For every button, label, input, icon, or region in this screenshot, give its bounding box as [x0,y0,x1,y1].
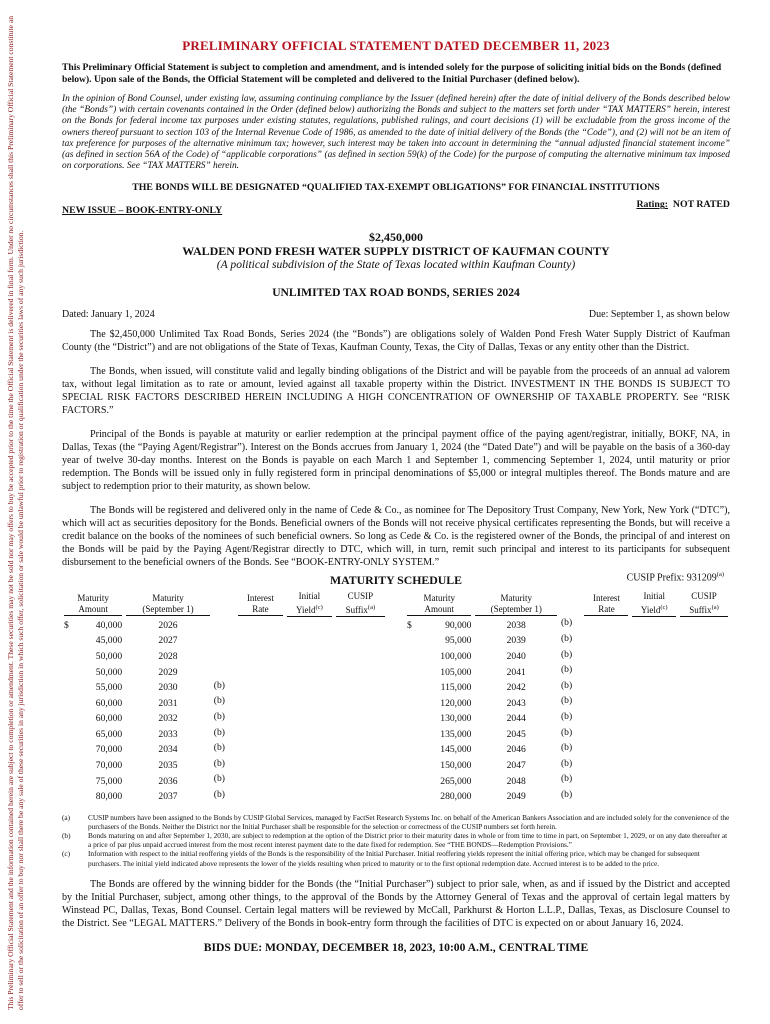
blank-cell [678,680,730,696]
blank-cell [236,711,285,727]
maturity-amount: 55,000 [95,682,123,694]
blank-cell [285,773,334,789]
maturity-row [62,695,387,711]
dollar-sign [62,680,76,696]
maturity-row [62,711,387,727]
blank-cell [582,633,630,649]
blank-cell [582,789,630,805]
blank-cell [678,789,730,805]
redemption-note [212,649,236,665]
blank-cell [630,758,678,774]
blank-cell [236,789,285,805]
redemption-note: (b) [560,742,573,754]
dollar-sign [62,664,76,680]
blank-cell [236,773,285,789]
blank-cell [285,633,334,649]
maturity-amount: 65,000 [95,728,123,740]
maturity-year: 2030 [158,682,178,694]
redemption-note: (b) [560,757,573,769]
redemption-note: (b) [560,726,573,738]
maturity-year: 2040 [506,650,526,662]
maturity-year: 2033 [158,728,178,740]
maturity-amount: 135,000 [440,728,472,740]
schedule-title: MATURITY SCHEDULE [329,573,463,588]
bond-title: UNLIMITED TAX ROAD BONDS, SERIES 2024 [272,286,520,300]
dollar-sign [405,789,419,805]
maturity-year: 2042 [506,682,526,694]
blank-cell [582,758,630,774]
dollar-sign [62,727,76,743]
dollar-sign [62,773,76,789]
dollar-sign [405,649,419,665]
maturity-row [405,742,730,758]
dollar-sign: $ [64,619,69,631]
maturity-row [405,727,730,743]
designation-line: THE BONDS WILL BE DESIGNATED “QUALIFIED TAX-EXEMPT OBLIGATIONS” FOR FINANCIAL INSTITUTIONS [132,182,660,194]
maturity-year: 2031 [158,697,178,709]
issue-amount: $2,450,000 [369,230,423,245]
maturity-amount: 100,000 [440,650,472,662]
blank-cell [334,633,387,649]
maturity-year: 2047 [506,760,526,772]
footnote: (c) Information with respect to the initial reoffering yields of the Bonds is the responsibility of the Initial Purchaser. Initial reoffering yields represent the initial offering price, which may be changed for subsequent purchasers. The initial yield indicated above represents the lower of the yields resulting when priced to maturity or to the first optional redemption date. Accrued interest is to be added to the price. [62,849,700,868]
blank-cell [334,789,387,805]
blank-cell [582,727,630,743]
maturity-year: 2044 [506,713,526,725]
dollar-sign [405,727,419,743]
maturity-row [62,633,387,649]
maturity-year: 2038 [506,619,526,631]
paragraph-payment: Principal of the Bonds is payable at maturity or earlier redemption at the principal payment office of the paying agent/registrar, initially, BOKF, NA, in Dallas, Texas (the “Paying Agent/Registrar”). Interest on the Bonds accrues from January 1, 2024 (the “Dated Date”) and will be payable on the basis of a 360-day year of twelve 30-day months. Interest on the Bonds is payable on each March 1 and September 1, commencing September 1, 2024, until maturity or prior redemption. The Bonds will be issued only in fully registered form in principal denominations of $5,000 or integral multiples thereof. The Bonds mature and are subject to redemption prior to their maturity, as shown below. [62,429,730,493]
maturity-amount: 40,000 [95,619,123,631]
maturity-year: 2027 [158,635,178,647]
maturity-row [405,695,730,711]
dollar-sign [405,633,419,649]
redemption-note: (b) [560,664,573,676]
maturity-amount: 145,000 [440,744,472,756]
dollar-sign [405,773,419,789]
blank-cell [678,649,730,665]
schedule-header [62,571,730,591]
legend-sidebar [6,10,52,1010]
redemption-note: (b) [560,679,573,691]
maturity-row [62,649,387,665]
issuer-subtitle: (A political subdivision of the State of Texas located within Kaufman County) [216,258,576,272]
blank-cell [236,727,285,743]
footnote: (a) CUSIP numbers have been assigned to the Bonds by CUSIP Global Services, managed by FactSet Research Systems Inc. on behalf of the American Bankers Association and are included solely for the convenience of the purchasers of the Bonds. Neither the District nor the Initial Purchaser shall be responsible for the selection or correctness of the CUSIP numbers set forth herein. [62,812,730,831]
issuer-name: WALDEN POND FRESH WATER SUPPLY DISTRICT OF KAUFMAN COUNTY [182,244,610,259]
maturity-amount: 95,000 [445,635,472,647]
maturity-amount: 60,000 [95,713,123,725]
blank-cell [334,742,387,758]
dollar-sign: $ [407,619,412,631]
maturity-year: 2049 [506,791,526,803]
maturity-year: 2029 [158,666,178,678]
maturity-tables [62,591,730,804]
redemption-note: (b) [560,773,573,785]
issue-rating-row [62,199,730,216]
blank-cell [678,617,730,633]
maturity-amount: 60,000 [95,697,123,709]
maturity-amount: 280,000 [440,791,472,803]
blank-cell [630,727,678,743]
redemption-note: (b) [213,773,225,785]
rating-label: Rating: [636,199,669,211]
blank-cell [630,695,678,711]
maturity-amount: 45,000 [95,635,123,647]
redemption-note: (b) [560,710,573,722]
blank-cell [334,617,387,633]
blank-cell [582,742,630,758]
blank-cell [334,695,387,711]
maturity-amount: 120,000 [440,697,472,709]
closing-paragraph: The Bonds are offered by the winning bidder for the Bonds (the “Initial Purchaser”) subject to prior sale, when, as and if issued by the District and accepted by the Initial Purchaser, subject, among other things, to the approval of the Bonds by the Attorney General of Texas and the approval of certain legal matters by Winstead PC, Dallas, Texas, Bond Counsel. Certain legal matters will be reviewed by McCall, Parkhurst & Horton L.L.P., Dallas, Texas, as Disclosure Counsel to the District. See “LEGAL MATTERS.” Delivery of the Bonds in book-entry form through the facilities of DTC is expected on or about January 16, 2024. [62,878,730,929]
blank-cell [236,617,285,633]
maturity-amount: 50,000 [95,650,123,662]
dollar-sign [62,758,76,774]
maturity-year: 2046 [506,744,526,756]
redemption-note: (b) [213,742,225,754]
new-issue-label: NEW ISSUE – BOOK-ENTRY-ONLY [62,205,223,217]
blank-cell [630,711,678,727]
maturity-row [62,664,387,680]
redemption-note: (b) [213,788,225,800]
blank-cell [630,633,678,649]
blank-cell [285,789,334,805]
blank-cell [285,695,334,711]
dated-date: Dated: January 1, 2024 [62,309,155,321]
blank-cell [582,711,630,727]
rating-value: NOT RATED [672,199,730,211]
blank-cell [285,742,334,758]
blank-cell [630,680,678,696]
maturity-year: 2035 [158,760,178,772]
bids-due: BIDS DUE: MONDAY, DECEMBER 18, 2023, 10:00 A.M., CENTRAL TIME [203,940,589,954]
redemption-note [212,664,236,680]
maturity-row [62,617,387,633]
tax-opinion: In the opinion of Bond Counsel, under existing law, assuming continuing compliance by the Issuer (defined herein) after the date of initial delivery of the Bonds described below (the “Bonds”) with certain covenants contained in the Order (defined below) authorizing the Bonds and subject to the matters set forth under “TAX MATTERS” herein, interest on the Bonds for federal income tax purposes under existing statutes, regulations, published rulings, and court decisions (1) will be excludable from the gross income of the owners thereof pursuant to section 103 of the Internal Revenue Code of 1986, as amended to the date of initial delivery of the Bonds (the “Code”), and (2) will not be an item of tax preference for purposes of the alternative minimum tax; however, such interest may be taken into account in determining the “annual adjusted financial statement income” (as defined in section 56A of the Code) of “applicable corporations” (as defined in section 59(k) of the Code) for the purpose of computing the alternative minimum tax imposed on corporations. See “TAX MATTERS” herein. [62,94,730,172]
blank-cell [285,758,334,774]
redemption-note: (b) [560,648,573,660]
blank-cell [285,649,334,665]
blank-cell [334,711,387,727]
redemption-note: (b) [560,695,573,707]
dollar-sign [62,695,76,711]
intro-paragraph: This Preliminary Official Statement is subject to completion and amendment, and is intended solely for the purpose of soliciting initial bids on the Bonds (defined below). Upon sale of the Bonds, the Official Statement will be completed and delivered to the Initial Purchaser (defined below). [62,62,722,85]
blank-cell [285,617,334,633]
blank-cell [285,727,334,743]
maturity-row [405,649,730,665]
blank-cell [678,695,730,711]
maturity-year: 2026 [158,619,178,631]
redemption-note [212,617,236,633]
paragraph-security: The Bonds, when issued, will constitute valid and legally binding obligations of the District and will be payable from the proceeds of an annual ad valorem tax, without legal limitation as to rate or amount, levied against all taxable property within the District. INVESTMENT IN THE BONDS IS SUBJECT TO SPECIAL RISK FACTORS DESCRIBED HEREIN INCLUDING A HIGH CONCENTRATION OF OWNERSHIP OF TAXABLE PROPERTY. See “RISK FACTORS.” [62,366,730,417]
dollar-sign [405,742,419,758]
legend-text: This Preliminary Official Statement and the information contained herein are subject to completion or amendment. These securities may not be sold nor may offers to buy be accepted prior to the time the Official Statement is delivered in final form. Under no circumstances shall this Preliminary Official Statement constitute an offer to sell or the solicitation of an offer to buy nor shall there be any sale of these securities in any jurisdiction in which such offer, solicitation or sale would be unlawful prior to registration or qualification under the securities laws of any such jurisdiction. [6,15,25,1010]
blank-cell [630,617,678,633]
maturity-row [62,680,387,696]
maturity-row [405,633,730,649]
maturity-year: 2034 [158,744,178,756]
maturity-amount: 80,000 [95,791,123,803]
redemption-note: (b) [213,695,225,707]
maturity-year: 2036 [158,775,178,787]
maturity-amount: 265,000 [440,775,472,787]
document-page [62,10,730,954]
footnote: (b) Bonds maturing on and after September 1, 2030, are subject to redemption at the option of the District prior to their maturity dates in whole or from time to time in part, on September 1, 2029, or on any date thereafter at a price of par plus unpaid accrued interest from the most recent interest payment date to the date fixed for redemption. See “THE BONDS—Redemption Provisions.” [62,830,728,850]
dollar-sign [405,680,419,696]
maturity-amount: 50,000 [95,666,123,678]
redemption-note: (b) [560,788,573,800]
maturity-row [62,758,387,774]
maturity-amount: 90,000 [445,619,472,631]
blank-cell [285,680,334,696]
blank-cell [334,680,387,696]
redemption-note: (b) [560,633,573,645]
blank-cell [334,727,387,743]
maturity-year: 2048 [506,775,526,787]
maturity-amount: 70,000 [95,744,123,756]
blank-cell [236,680,285,696]
blank-cell [678,773,730,789]
blank-cell [334,773,387,789]
blank-cell [582,664,630,680]
dollar-sign [405,695,419,711]
blank-cell [678,633,730,649]
blank-cell [334,758,387,774]
maturity-row [405,789,730,805]
maturity-year: 2037 [158,791,178,803]
blank-cell [582,649,630,665]
blank-cell [678,727,730,743]
maturity-year: 2043 [506,697,526,709]
dollar-sign [62,711,76,727]
dollar-sign [405,664,419,680]
maturity-year: 2028 [158,650,178,662]
dollar-sign [405,711,419,727]
blank-cell [236,695,285,711]
blank-cell [582,680,630,696]
redemption-note: (b) [213,679,225,691]
blank-cell [285,711,334,727]
maturity-table-right: Maturity Amount Maturity (September 1) Interest Rate Initial Yield$^{(c)}$ CUSIP Suffix$^{(a)}$ $ 90,000 2038 (b) 95,000 2039 (b) 100,000 2040 (b) 105,000 2041 (b) 115,000 2042 (b) 120,000 2043 (b) 130,000 2044 (b) 135,000 2045 (b) 145,000 2046 (b) 150,000 2047 (b) 265,000 2048 (b) 280,000 2049 (b) [405,591,730,804]
blank-cell [630,664,678,680]
blank-cell [285,664,334,680]
redemption-note: (b) [213,757,225,769]
maturity-year: 2041 [506,666,526,678]
maturity-row [405,758,730,774]
blank-cell [582,617,630,633]
blank-cell [630,742,678,758]
due-date: Due: September 1, as shown below [588,309,730,321]
paragraph-book-entry: The Bonds will be registered and delivered only in the name of Cede & Co., as nominee for The Depository Trust Company, New York, New York (“DTC”), which will act as securities depository for the Bonds. Beneficial owners of the Bonds will not receive physical certificates representing the Bonds, but will receive a credit balance on the books of the nominees of such beneficial owners. So long as Cede & Co. is the registered owner of the Bonds, the principal of and interest on the Bonds will be paid by the Paying Agent/Registrar directly to DTC, which will, in turn, remit such principal and interest to its participants for subsequent disbursement to the beneficial owners of the Bonds. See “BOOK-ENTRY-ONLY SYSTEM.” [62,505,730,569]
blank-cell [678,758,730,774]
blank-cell [236,758,285,774]
blank-cell [582,773,630,789]
dollar-sign [62,789,76,805]
blank-cell [630,789,678,805]
maturity-year: 2032 [158,713,178,725]
maturity-year: 2039 [506,635,526,647]
dollar-sign [62,742,76,758]
maturity-row [62,773,387,789]
redemption-note [212,633,236,649]
document-header: PRELIMINARY OFFICIAL STATEMENT DATED DECEMBER 11, 2023 [182,38,610,53]
dollar-sign [62,633,76,649]
maturity-row [405,617,730,633]
dollar-sign [405,758,419,774]
maturity-row [405,664,730,680]
maturity-row [405,773,730,789]
maturity-amount: 70,000 [95,760,123,772]
blank-cell [236,742,285,758]
blank-cell [582,695,630,711]
blank-cell [236,649,285,665]
redemption-note: (b) [213,726,225,738]
redemption-note: (b) [560,617,573,629]
maturity-amount: 105,000 [440,666,472,678]
blank-cell [630,649,678,665]
blank-cell [678,664,730,680]
dollar-sign [62,649,76,665]
footnotes [62,813,730,868]
paragraph-obligations: The $2,450,000 Unlimited Tax Road Bonds, Series 2024 (the “Bonds”) are obligations solely of Walden Pond Fresh Water Supply District of Kaufman County (the “District”) and are not obligations of the State of Texas, Kaufman County, Texas, the City of Dallas, Texas or any entity other than the District. [62,329,730,354]
maturity-amount: 115,000 [440,682,472,694]
maturity-row [405,711,730,727]
maturity-row [405,680,730,696]
blank-cell [236,633,285,649]
blank-cell [236,664,285,680]
rating [636,199,730,216]
blank-cell [334,664,387,680]
maturity-amount: 75,000 [95,775,123,787]
maturity-amount: 130,000 [440,713,472,725]
blank-cell [678,711,730,727]
maturity-row [62,742,387,758]
blank-cell [630,773,678,789]
dates-row [62,309,730,320]
blank-cell [678,742,730,758]
maturity-row [62,727,387,743]
cusip-prefix: CUSIP Prefix: 931209$^{(a)}$ [626,571,724,584]
blank-cell [334,649,387,665]
maturity-row [62,789,387,805]
maturity-amount: 150,000 [440,760,472,772]
maturity-year: 2045 [506,728,526,740]
maturity-table-left: Maturity Amount Maturity (September 1) Interest Rate Initial Yield$^{(c)}$ CUSIP Suffix$^{(a)}$ $ 40,000 2026 45,000 2027 50,000 2028 50,000 2029 55,000 2030 (b) 60,000 2031 (b) 60,000 2032 (b) 65,000 2033 (b) 70,000 2034 (b) 70,000 2035 (b) 75,000 2036 (b) 80,000 2037 (b) [62,591,387,804]
redemption-note: (b) [213,710,225,722]
